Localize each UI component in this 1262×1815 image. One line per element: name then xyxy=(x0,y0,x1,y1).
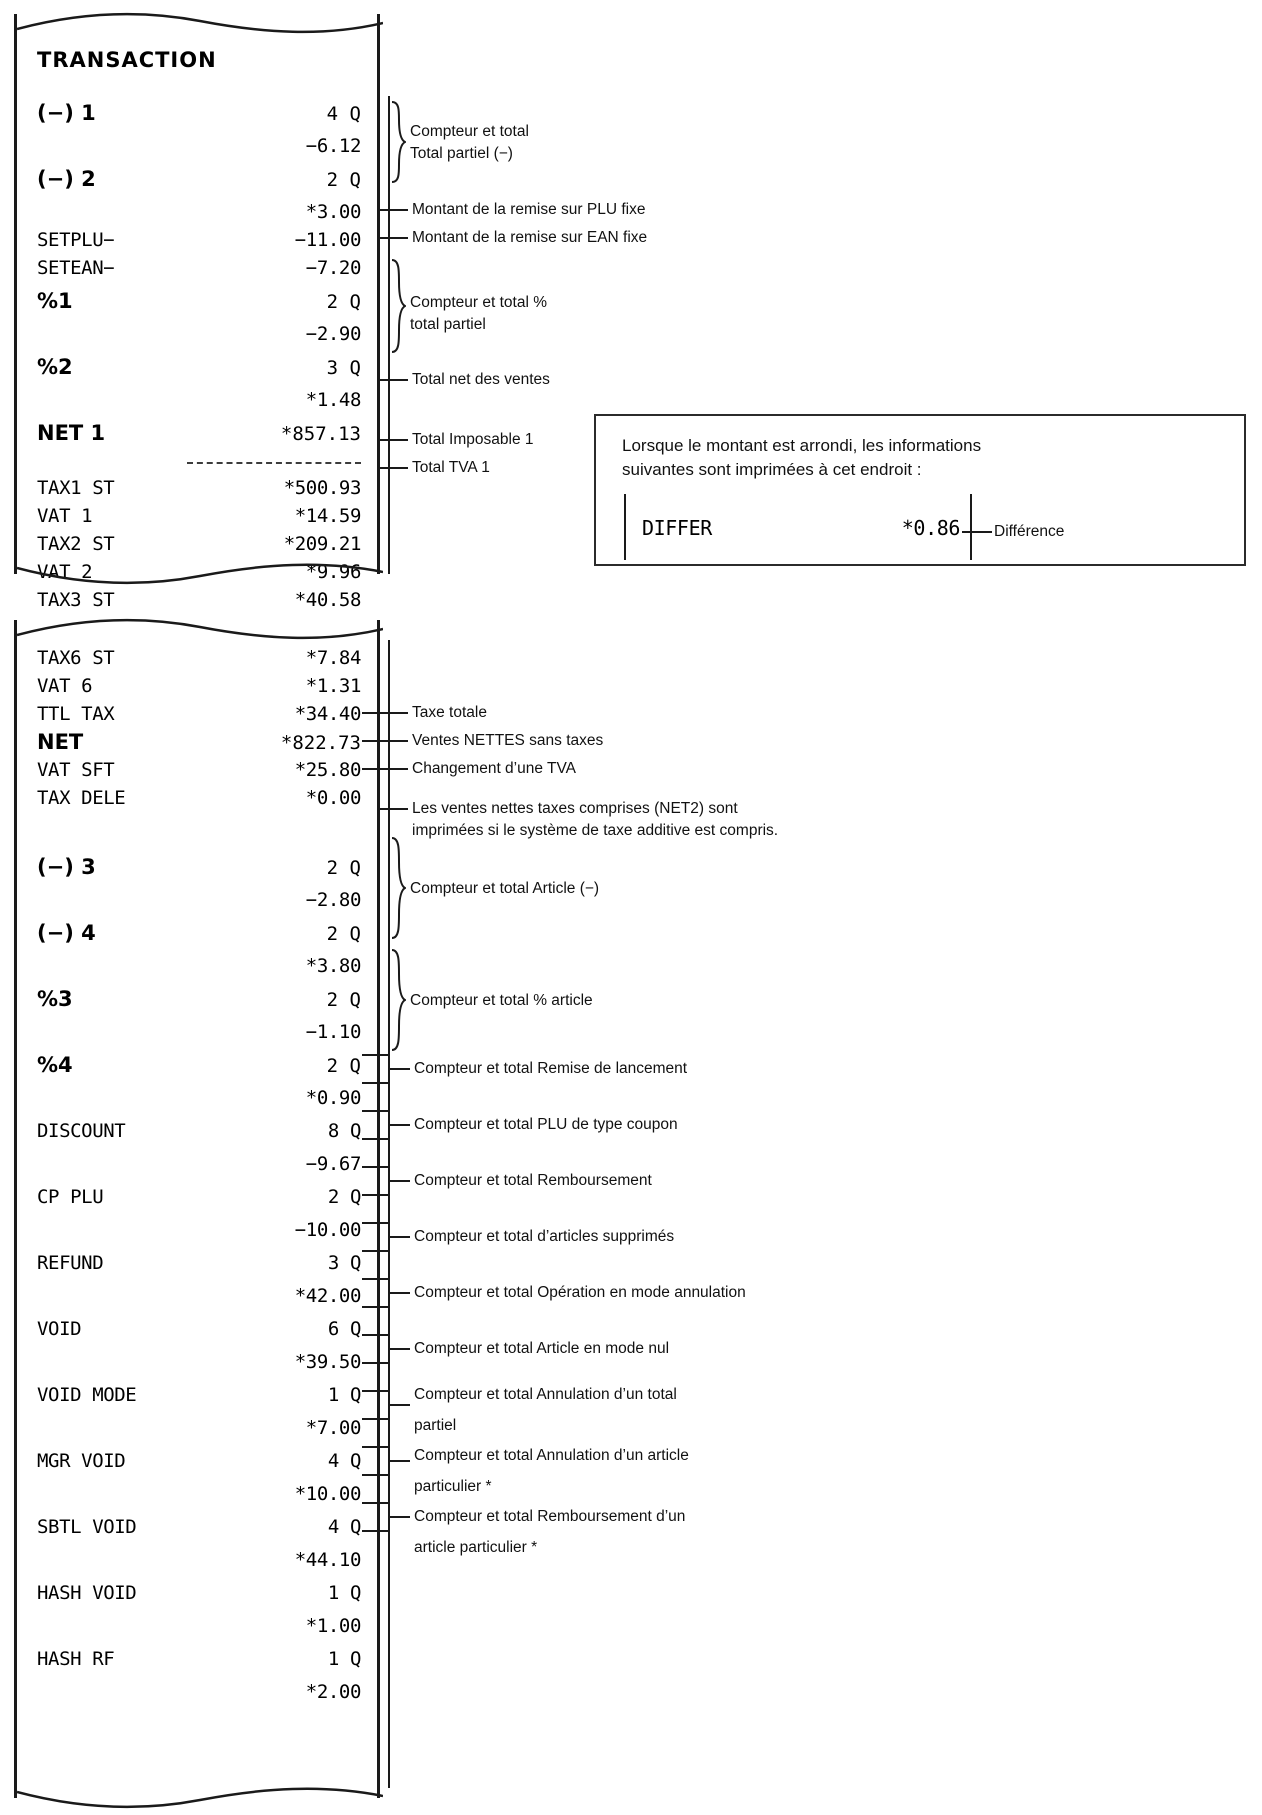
annotation-hashrf-line2 xyxy=(414,1537,537,1558)
line-pct3-label: %3 xyxy=(37,987,73,1011)
line-tax3st-value: *40.58 xyxy=(294,589,361,611)
annotation-cpplu xyxy=(414,1114,678,1135)
bracket-mgrvoid-top xyxy=(362,1334,388,1336)
line-sbtlvoid-total-value: *44.10 xyxy=(294,1549,361,1571)
line-vat2-label: VAT 2 xyxy=(37,561,93,583)
line-refund-label: REFUND xyxy=(37,1252,104,1274)
line-setean-value: −7.20 xyxy=(305,257,361,279)
line-taxdele xyxy=(37,784,361,812)
annotation-hashrf-line2-text: article particulier * xyxy=(414,1539,538,1556)
annotation-subtotal-minus xyxy=(410,143,513,164)
annotation-counter-total-text: Compteur et total xyxy=(410,123,529,140)
line-minus3 xyxy=(37,848,361,886)
annotation-total-tax xyxy=(412,702,487,723)
bracket-hashvoid-top xyxy=(362,1446,388,1448)
annotation-counter-total xyxy=(410,121,529,142)
line-cpplu xyxy=(37,1178,361,1216)
callout-receipt-right-edge xyxy=(970,494,972,560)
line-vat1-label: VAT 1 xyxy=(37,505,93,527)
line-tax2st xyxy=(37,530,361,558)
line-mgrvoid-total-value: *10.00 xyxy=(294,1483,361,1505)
bracket-discount-stem xyxy=(388,1068,410,1070)
line-minus3-total-value: −2.80 xyxy=(305,889,361,911)
annotation-difference-text: Différence xyxy=(994,523,1065,540)
line-hashrf-label: HASH RF xyxy=(37,1648,115,1670)
bracket-refund-stem xyxy=(388,1180,410,1182)
annotation-net2-line2-text: imprimées si le système de taxe additive est compris. xyxy=(412,822,779,839)
bracket-cpplu-bottom xyxy=(362,1138,388,1140)
annotation-hashrf-line1-text: Compteur et total Remboursement d’un xyxy=(414,1508,686,1525)
annotation-vat-total-1-text: Total TVA 1 xyxy=(412,459,490,476)
line-tax2st-label: TAX2 ST xyxy=(37,533,115,555)
bracket-hashvoid-stem xyxy=(388,1460,410,1462)
annotation-hashvoid-line2 xyxy=(414,1476,492,1497)
line-hashrf xyxy=(37,1640,361,1678)
line-mgrvoid-value: 4 Q xyxy=(327,1450,361,1472)
line-sbtlvoid-value: 4 Q xyxy=(327,1516,361,1538)
annotation-mgrvoid-text: Compteur et total Article en mode nul xyxy=(414,1340,670,1357)
bracket-discount-top xyxy=(362,1054,388,1056)
callout-text-line1-text: Lorsque le montant est arrondi, les informations xyxy=(622,436,982,455)
line-mgrvoid xyxy=(37,1442,361,1480)
line-minus4-value: 2 Q xyxy=(326,923,361,945)
receipt-lower-lines xyxy=(17,620,377,1706)
line-hashvoid xyxy=(37,1574,361,1612)
bracket-void-bottom xyxy=(362,1250,388,1252)
annotation-hashvoid-line1-text: Compteur et total Annulation d’un article xyxy=(414,1447,689,1464)
line-tax3st xyxy=(37,586,361,614)
line-minus1 xyxy=(37,94,361,132)
line-refund xyxy=(37,1244,361,1282)
annotation-percent-subtotal-text: total partiel xyxy=(410,316,486,333)
annotation-spine-lower xyxy=(388,640,390,1788)
bracket-sbtlvoid-stem xyxy=(388,1404,410,1406)
line-tax6st-label: TAX6 ST xyxy=(37,647,115,669)
line-hashrf-value: 1 Q xyxy=(327,1648,361,1670)
callout-text-line1 xyxy=(622,434,1244,458)
line-minus1-total xyxy=(37,132,361,160)
line-vatsft-label: VAT SFT xyxy=(37,759,115,781)
line-pct1 xyxy=(37,282,361,320)
line-void-value: 6 Q xyxy=(327,1318,361,1340)
annotation-net2-line1-text: Les ventes nettes taxes comprises (NET2) sont xyxy=(412,800,738,817)
line-voidmode-total-value: *7.00 xyxy=(305,1417,361,1439)
line-minus3-value: 2 Q xyxy=(326,857,361,879)
annotation-sbtlvoid-line1 xyxy=(414,1384,677,1405)
receipt-upper-lines xyxy=(17,14,377,614)
line-refund-total xyxy=(37,1282,361,1310)
annotation-article-minus-text: Compteur et total Article (−) xyxy=(410,880,600,897)
bracket-refund-bottom xyxy=(362,1194,388,1196)
line-hashrf-total xyxy=(37,1678,361,1706)
bracket-hashvoid-bottom xyxy=(362,1474,388,1476)
line-voidmode-label: VOID MODE xyxy=(37,1384,137,1406)
bracket-void-stem xyxy=(388,1236,410,1238)
receipt-lower-top-edge xyxy=(17,617,383,643)
line-discount-label: DISCOUNT xyxy=(37,1120,126,1142)
leader-net-sales xyxy=(380,379,408,381)
annotation-net-sales-no-tax-text: Ventes NETTES sans taxes xyxy=(412,732,604,749)
annotation-vat-shift xyxy=(412,758,576,779)
line-minus3-label: (−) 3 xyxy=(37,855,96,879)
annotation-sbtlvoid-line2 xyxy=(414,1415,456,1436)
leader-vat-total-1 xyxy=(380,467,408,469)
line-net1 xyxy=(37,414,361,452)
line-minus1-label: (−) 1 xyxy=(37,101,96,125)
bracket-cpplu-stem xyxy=(388,1124,410,1126)
line-pct2-value: 3 Q xyxy=(326,357,361,379)
line-void xyxy=(37,1310,361,1348)
line-minus3-total xyxy=(37,886,361,914)
line-discount-value: 8 Q xyxy=(327,1120,361,1142)
bracket-hashrf-bottom xyxy=(362,1530,388,1532)
annotation-refund xyxy=(414,1170,652,1191)
annotation-subtotal-minus-text: Total partiel (−) xyxy=(410,145,513,162)
line-void-total xyxy=(37,1348,361,1376)
brace-percent-subtotal xyxy=(390,258,406,354)
annotation-ean-discount xyxy=(412,227,647,248)
line-sbtlvoid-total xyxy=(37,1546,361,1574)
line-pct2-total xyxy=(37,386,361,414)
leader-difference xyxy=(962,531,992,533)
bracket-hashrf-top xyxy=(362,1502,388,1504)
line-sbtlvoid xyxy=(37,1508,361,1546)
line-pct3-value: 2 Q xyxy=(326,989,361,1011)
annotation-percent-subtotal xyxy=(410,314,486,335)
line-hashvoid-label: HASH VOID xyxy=(37,1582,137,1604)
annotation-sbtlvoid-line1-text: Compteur et total Annulation d’un total xyxy=(414,1386,677,1403)
annotation-discount xyxy=(414,1058,687,1079)
bracket-sbtlvoid-top xyxy=(362,1390,388,1392)
line-net1-value: *857.13 xyxy=(280,423,361,445)
bracket-refund-top xyxy=(362,1166,388,1168)
bracket-mgrvoid-bottom xyxy=(362,1362,388,1364)
annotation-net-sales-no-tax xyxy=(412,730,603,751)
leader-plu-discount xyxy=(380,209,408,211)
receipt-upper-top-edge xyxy=(17,11,383,37)
receipt-title-text: TRANSACTION xyxy=(37,48,217,72)
receipt-lower xyxy=(14,620,380,1798)
line-setean-label: SETEAN− xyxy=(37,257,115,279)
line-hashrf-total-value: *2.00 xyxy=(305,1681,361,1703)
callout-text-line2-text: suivantes sont imprimées à cet endroit : xyxy=(622,460,922,479)
bracket-void-top xyxy=(362,1222,388,1224)
annotation-total-tax-text: Taxe totale xyxy=(412,704,487,721)
annotation-discount-text: Compteur et total Remise de lancement xyxy=(414,1060,688,1077)
line-pct4-total-value: *0.90 xyxy=(305,1087,361,1109)
line-minus4-total-value: *3.80 xyxy=(305,955,361,977)
bracket-hashrf-stem xyxy=(388,1516,410,1518)
line-ttltax xyxy=(37,700,361,728)
line-cpplu-total xyxy=(37,1216,361,1244)
line-hashvoid-value: 1 Q xyxy=(327,1582,361,1604)
line-pct1-total-value: −2.90 xyxy=(305,323,361,345)
line-pct1-label: %1 xyxy=(37,289,73,313)
line-voidmode-total xyxy=(37,1414,361,1442)
line-refund-total-value: *42.00 xyxy=(294,1285,361,1307)
leader-total-tax xyxy=(362,712,408,714)
callout-differ-label: DIFFER xyxy=(642,516,712,540)
line-pct4-label: %4 xyxy=(37,1053,73,1077)
annotation-percent-article xyxy=(410,990,593,1011)
annotation-vat-total-1 xyxy=(412,457,490,478)
line-void-total-value: *39.50 xyxy=(294,1351,361,1373)
line-minus4-label: (−) 4 xyxy=(37,921,96,945)
line-pct4-total xyxy=(37,1084,361,1112)
line-minus4 xyxy=(37,914,361,952)
annotation-refund-text: Compteur et total Remboursement xyxy=(414,1172,652,1189)
line-setean xyxy=(37,254,361,282)
annotation-net-sales-text: Total net des ventes xyxy=(412,371,550,388)
line-voidmode xyxy=(37,1376,361,1414)
line-vat6 xyxy=(37,672,361,700)
annotation-mgrvoid xyxy=(414,1338,669,1359)
line-sbtlvoid-label: SBTL VOID xyxy=(37,1516,137,1538)
line-minus1-total-value: −6.12 xyxy=(305,135,361,157)
line-minus4-total xyxy=(37,952,361,980)
line-vat6-label: VAT 6 xyxy=(37,675,93,697)
line-ttltax-label: TTL TAX xyxy=(37,703,115,725)
brace-counter-subtotal xyxy=(390,100,406,184)
annotation-net2-line2 xyxy=(412,820,778,841)
line-taxdele-value: *0.00 xyxy=(305,787,361,809)
annotation-difference xyxy=(994,521,1064,542)
brace-article-minus xyxy=(390,836,406,940)
annotation-taxable-total-1 xyxy=(412,429,534,450)
annotation-ean-discount-text: Montant de la remise sur EAN fixe xyxy=(412,229,648,246)
annotation-percent-total-text: Compteur et total % xyxy=(410,294,547,311)
line-vat1 xyxy=(37,502,361,530)
callout-differ-row xyxy=(642,516,960,540)
annotation-hashrf-line1 xyxy=(414,1506,685,1527)
brace-percent-article xyxy=(390,948,406,1052)
line-pct3 xyxy=(37,980,361,1018)
line-minus2-value: 2 Q xyxy=(326,169,361,191)
annotation-plu-discount-text: Montant de la remise sur PLU fixe xyxy=(412,201,646,218)
annotation-vat-shift-text: Changement d’une TVA xyxy=(412,760,577,777)
line-pct2-label: %2 xyxy=(37,355,73,379)
line-mgrvoid-total xyxy=(37,1480,361,1508)
line-vat6-value: *1.31 xyxy=(305,675,361,697)
leader-net-sales-no-tax xyxy=(362,740,408,742)
line-cpplu-label: CP PLU xyxy=(37,1186,104,1208)
annotation-plu-discount xyxy=(412,199,645,220)
line-net-label: NET xyxy=(37,730,84,754)
line-discount xyxy=(37,1112,361,1150)
bracket-voidmode-stem xyxy=(388,1292,410,1294)
line-vatsft-value: *25.80 xyxy=(294,759,361,781)
annotation-taxable-total-1-text: Total Imposable 1 xyxy=(412,431,534,448)
line-mgrvoid-label: MGR VOID xyxy=(37,1450,126,1472)
line-tax6st-value: *7.84 xyxy=(305,647,361,669)
annotation-percent-total xyxy=(410,292,547,313)
line-tax1st xyxy=(37,474,361,502)
annotation-void-text: Compteur et total d’articles supprimés xyxy=(414,1228,675,1245)
rounding-callout-box xyxy=(594,414,1246,566)
annotation-net-sales xyxy=(412,369,550,390)
line-tax1st-value: *500.93 xyxy=(283,477,361,499)
line-discount-total xyxy=(37,1150,361,1178)
bracket-sbtlvoid-bottom xyxy=(362,1418,388,1420)
line-net-value: *822.73 xyxy=(280,732,361,754)
line-net1-label: NET 1 xyxy=(37,421,106,445)
line-refund-value: 3 Q xyxy=(327,1252,361,1274)
annotation-hashvoid-line1 xyxy=(414,1445,689,1466)
line-tax6st xyxy=(37,644,361,672)
line-minus2 xyxy=(37,160,361,198)
line-cpplu-total-value: −10.00 xyxy=(294,1219,361,1241)
leader-ean-discount xyxy=(380,237,408,239)
callout-text-line2 xyxy=(622,458,1244,482)
line-minus2-total-value: *3.00 xyxy=(305,201,361,223)
line-hashvoid-total xyxy=(37,1612,361,1640)
receipt-upper-bottom-edge xyxy=(17,562,383,588)
callout-receipt-left-edge xyxy=(624,494,626,560)
line-pct1-total xyxy=(37,320,361,348)
leader-vat-shift xyxy=(362,768,408,770)
line-pct2 xyxy=(37,348,361,386)
line-taxdele-label: TAX DELE xyxy=(37,787,126,809)
leader-net2-note xyxy=(380,808,408,810)
annotation-percent-article-text: Compteur et total % article xyxy=(410,992,593,1009)
line-cpplu-value: 2 Q xyxy=(327,1186,361,1208)
line-pct4-value: 2 Q xyxy=(326,1055,361,1077)
receipt-upper xyxy=(14,14,380,611)
bracket-discount-bottom xyxy=(362,1082,388,1084)
receipt-lower-bottom-edge xyxy=(17,1786,383,1812)
line-minus2-label: (−) 2 xyxy=(37,167,96,191)
line-setplu xyxy=(37,226,361,254)
dashed-separator xyxy=(37,452,361,474)
line-setplu-value: −11.00 xyxy=(294,229,361,251)
line-tax2st-value: *209.21 xyxy=(283,533,361,555)
line-tax1st-label: TAX1 ST xyxy=(37,477,115,499)
line-pct2-total-value: *1.48 xyxy=(305,389,361,411)
annotation-article-minus xyxy=(410,878,599,899)
line-discount-total-value: −9.67 xyxy=(305,1153,361,1175)
receipt-title xyxy=(37,40,361,80)
bracket-voidmode-bottom xyxy=(362,1306,388,1308)
bracket-mgrvoid-stem xyxy=(388,1348,410,1350)
line-hashvoid-total-value: *1.00 xyxy=(305,1615,361,1637)
annotation-cpplu-text: Compteur et total PLU de type coupon xyxy=(414,1116,678,1133)
line-vatsft xyxy=(37,756,361,784)
line-pct3-total xyxy=(37,1018,361,1046)
line-pct1-value: 2 Q xyxy=(326,291,361,313)
line-vat2-value: *9.96 xyxy=(305,561,361,583)
annotation-sbtlvoid-line2-text: partiel xyxy=(414,1417,457,1434)
annotation-net2-line1 xyxy=(412,798,738,819)
line-pct3-total-value: −1.10 xyxy=(305,1021,361,1043)
annotation-void xyxy=(414,1226,674,1247)
line-minus2-total xyxy=(37,198,361,226)
line-net xyxy=(37,728,361,756)
callout-differ-value: *0.86 xyxy=(901,516,960,540)
line-ttltax-value: *34.40 xyxy=(294,703,361,725)
bracket-cpplu-top xyxy=(362,1110,388,1112)
leader-taxable-total-1 xyxy=(380,439,408,441)
line-voidmode-value: 1 Q xyxy=(327,1384,361,1406)
line-minus1-value: 4 Q xyxy=(326,103,361,125)
bracket-voidmode-top xyxy=(362,1278,388,1280)
line-pct4 xyxy=(37,1046,361,1084)
annotation-hashvoid-line2-text: particulier * xyxy=(414,1478,492,1495)
line-tax3st-label: TAX3 ST xyxy=(37,589,115,611)
annotation-voidmode xyxy=(414,1282,746,1303)
annotation-voidmode-text: Compteur et total Opération en mode annulation xyxy=(414,1284,746,1301)
line-setplu-label: SETPLU− xyxy=(37,229,115,251)
line-void-label: VOID xyxy=(37,1318,82,1340)
line-vat1-value: *14.59 xyxy=(294,505,361,527)
